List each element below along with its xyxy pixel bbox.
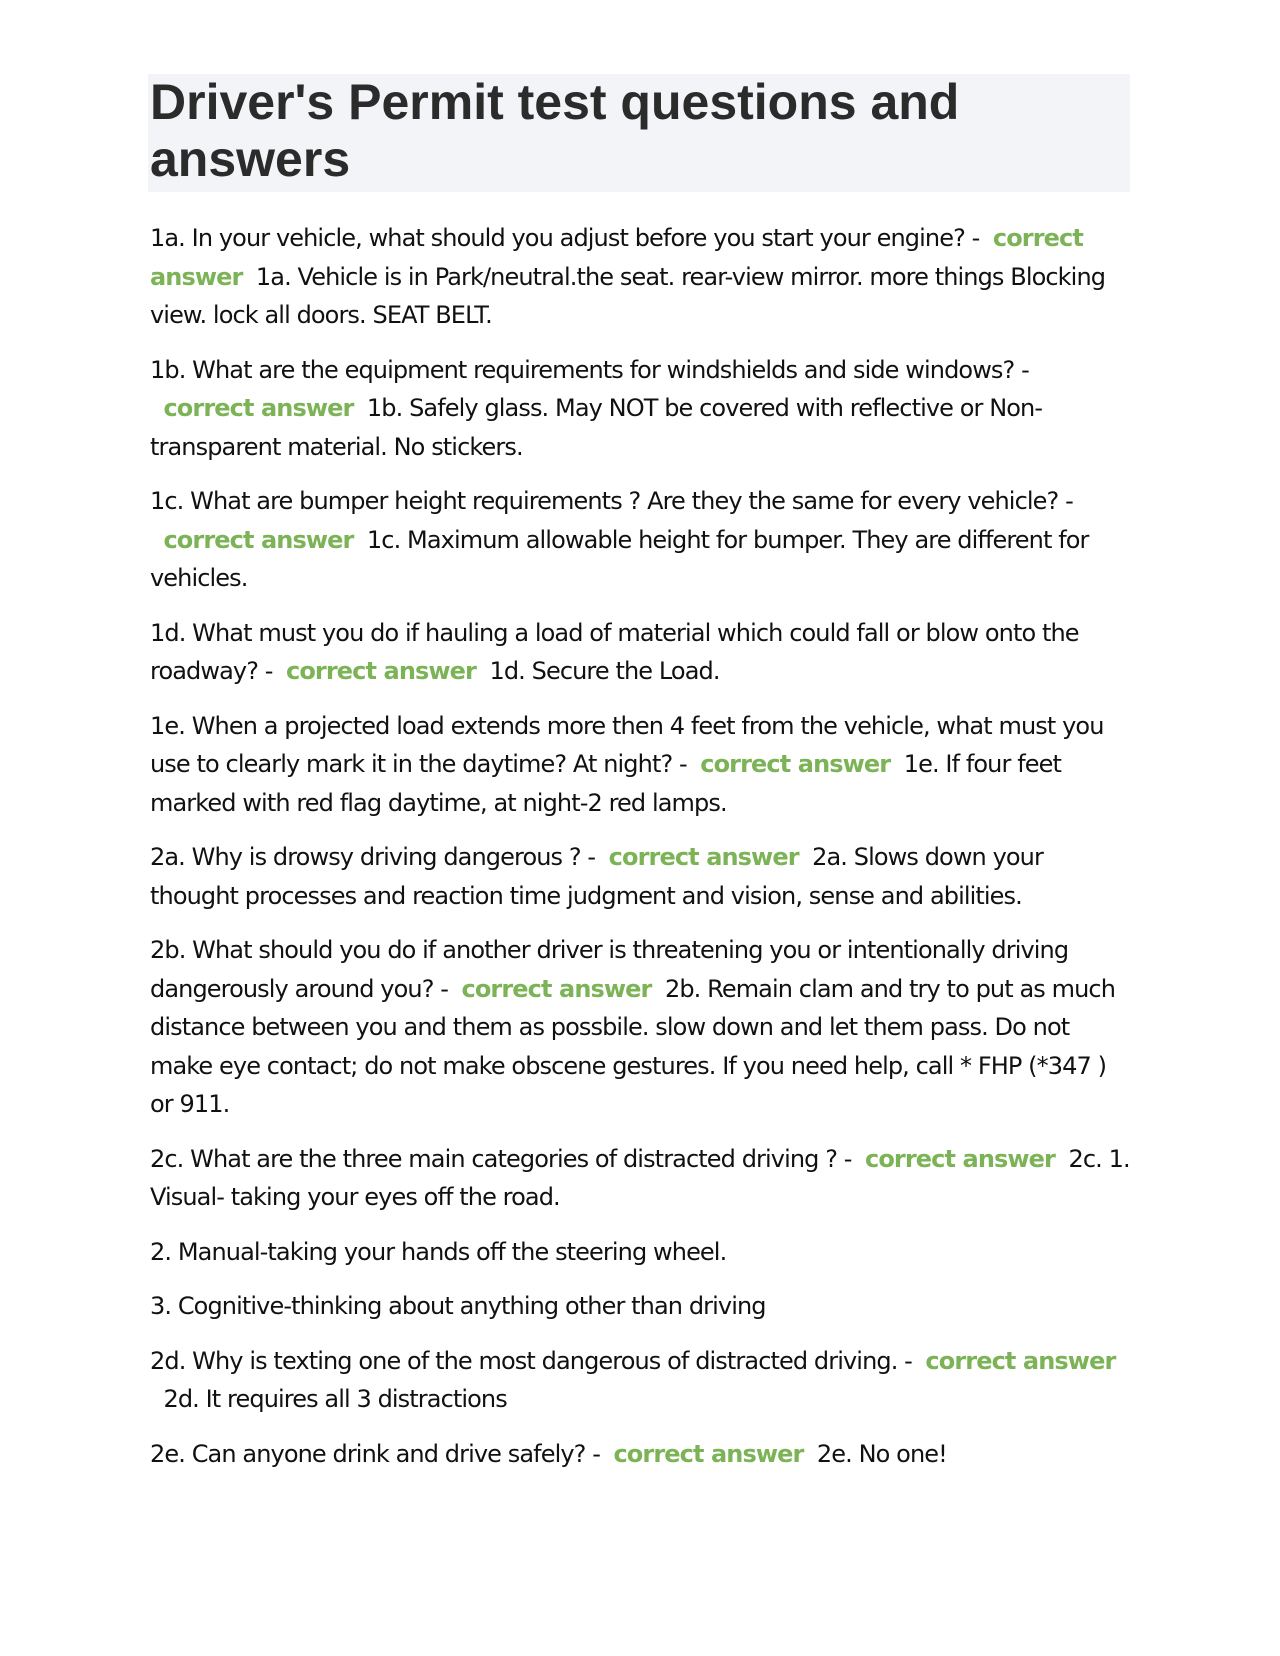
list-item-manual: 2. Manual-taking your hands off the steering wheel.	[150, 1237, 727, 1266]
answer-label: correct answer	[461, 974, 652, 1003]
question-text: 1e. When a projected load extends more then 4 feet from the vehicle, what must you use to clearly mark it in the daytime? At night? -	[150, 711, 1104, 778]
qa-item-1a	[150, 219, 1130, 335]
document-page	[150, 74, 1130, 1489]
qa-item-2d	[150, 1342, 1130, 1419]
answer-label: correct answer	[925, 1346, 1116, 1375]
page-title: Driver's Permit test questions and answers	[150, 74, 960, 187]
answer-label: correct answer	[700, 750, 891, 778]
answer-text: 1b. Safely glass. May NOT be covered with reflective or Non-transparent material. No stickers.	[150, 394, 1043, 461]
answer-text: 2a. Slows down your thought processes and reaction time judgment and vision, sense and abilities.	[150, 843, 1043, 910]
answer-label: correct answer	[163, 394, 354, 422]
qa-item-2a	[150, 838, 1130, 915]
answer-label: correct answer	[163, 525, 354, 554]
qa-item-1b	[150, 351, 1130, 467]
question-text: 2c. What are the three main categories of distracted driving ? -	[150, 1144, 852, 1173]
qa-item-1c	[150, 482, 1130, 598]
qa-item-1d	[150, 614, 1130, 691]
answer-label: correct answer	[150, 224, 1083, 291]
question-text: 2e. Can anyone drink and drive safely? -	[150, 1439, 600, 1468]
list-item-cognitive: 3. Cognitive-thinking about anything other than driving	[150, 1292, 766, 1320]
answer-text: 2c. 1. Visual- taking your eyes off the road.	[150, 1144, 1130, 1211]
question-text: 1a. In your vehicle, what should you adjust before you start your engine? -	[150, 224, 980, 252]
answer-text: 2b. Remain clam and try to put as much distance between you and them as possbile. slow down and let them pass. Do not make eye contact; do not make obscene gestures. If you need help, call * FHP (*347 ) or 911.	[150, 974, 1115, 1118]
qa-item-2b	[150, 931, 1130, 1124]
answer-text: 1c. Maximum allowable height for bumper. They are different for vehicles.	[150, 525, 1089, 592]
qa-item-1e	[150, 707, 1130, 823]
answer-label: correct answer	[865, 1144, 1055, 1173]
question-text: 1b. What are the equipment requirements for windshields and side windows? -	[150, 355, 1029, 384]
question-text: 1c. What are bumper height requirements ? Are they the same for every vehicle? -	[150, 487, 1073, 515]
question-text: 2d. Why is texting one of the most dangerous of distracted driving. -	[150, 1346, 912, 1375]
answer-label: correct answer	[286, 657, 476, 685]
answer-text: 1e. If four feet marked with red flag daytime, at night-2 red lamps.	[150, 750, 1061, 817]
qa-item-2c	[150, 1140, 1130, 1217]
answer-label: correct answer	[608, 843, 799, 871]
answer-text: 2e. No one!	[816, 1439, 947, 1468]
title-banner	[148, 74, 1130, 192]
answer-text: 1a. Vehicle is in Park/neutral.the seat. rear-view mirror. more things Blocking view. lock all doors. SEAT BELT.	[150, 262, 1106, 329]
answer-text: 2d. It requires all 3 distractions	[163, 1385, 507, 1413]
answer-label: correct answer	[613, 1439, 804, 1468]
qa-list	[150, 219, 1130, 1473]
answer-text: 1d. Secure the Load.	[489, 657, 720, 685]
question-text: 2b. What should you do if another driver is threatening you or intentionally driving dangerously around you? -	[150, 936, 1069, 1003]
question-text: 2a. Why is drowsy driving dangerous ? -	[150, 843, 596, 871]
qa-item-2e	[150, 1435, 1130, 1474]
question-text: 1d. What must you do if hauling a load of material which could fall or blow onto the roadway? -	[150, 618, 1079, 685]
